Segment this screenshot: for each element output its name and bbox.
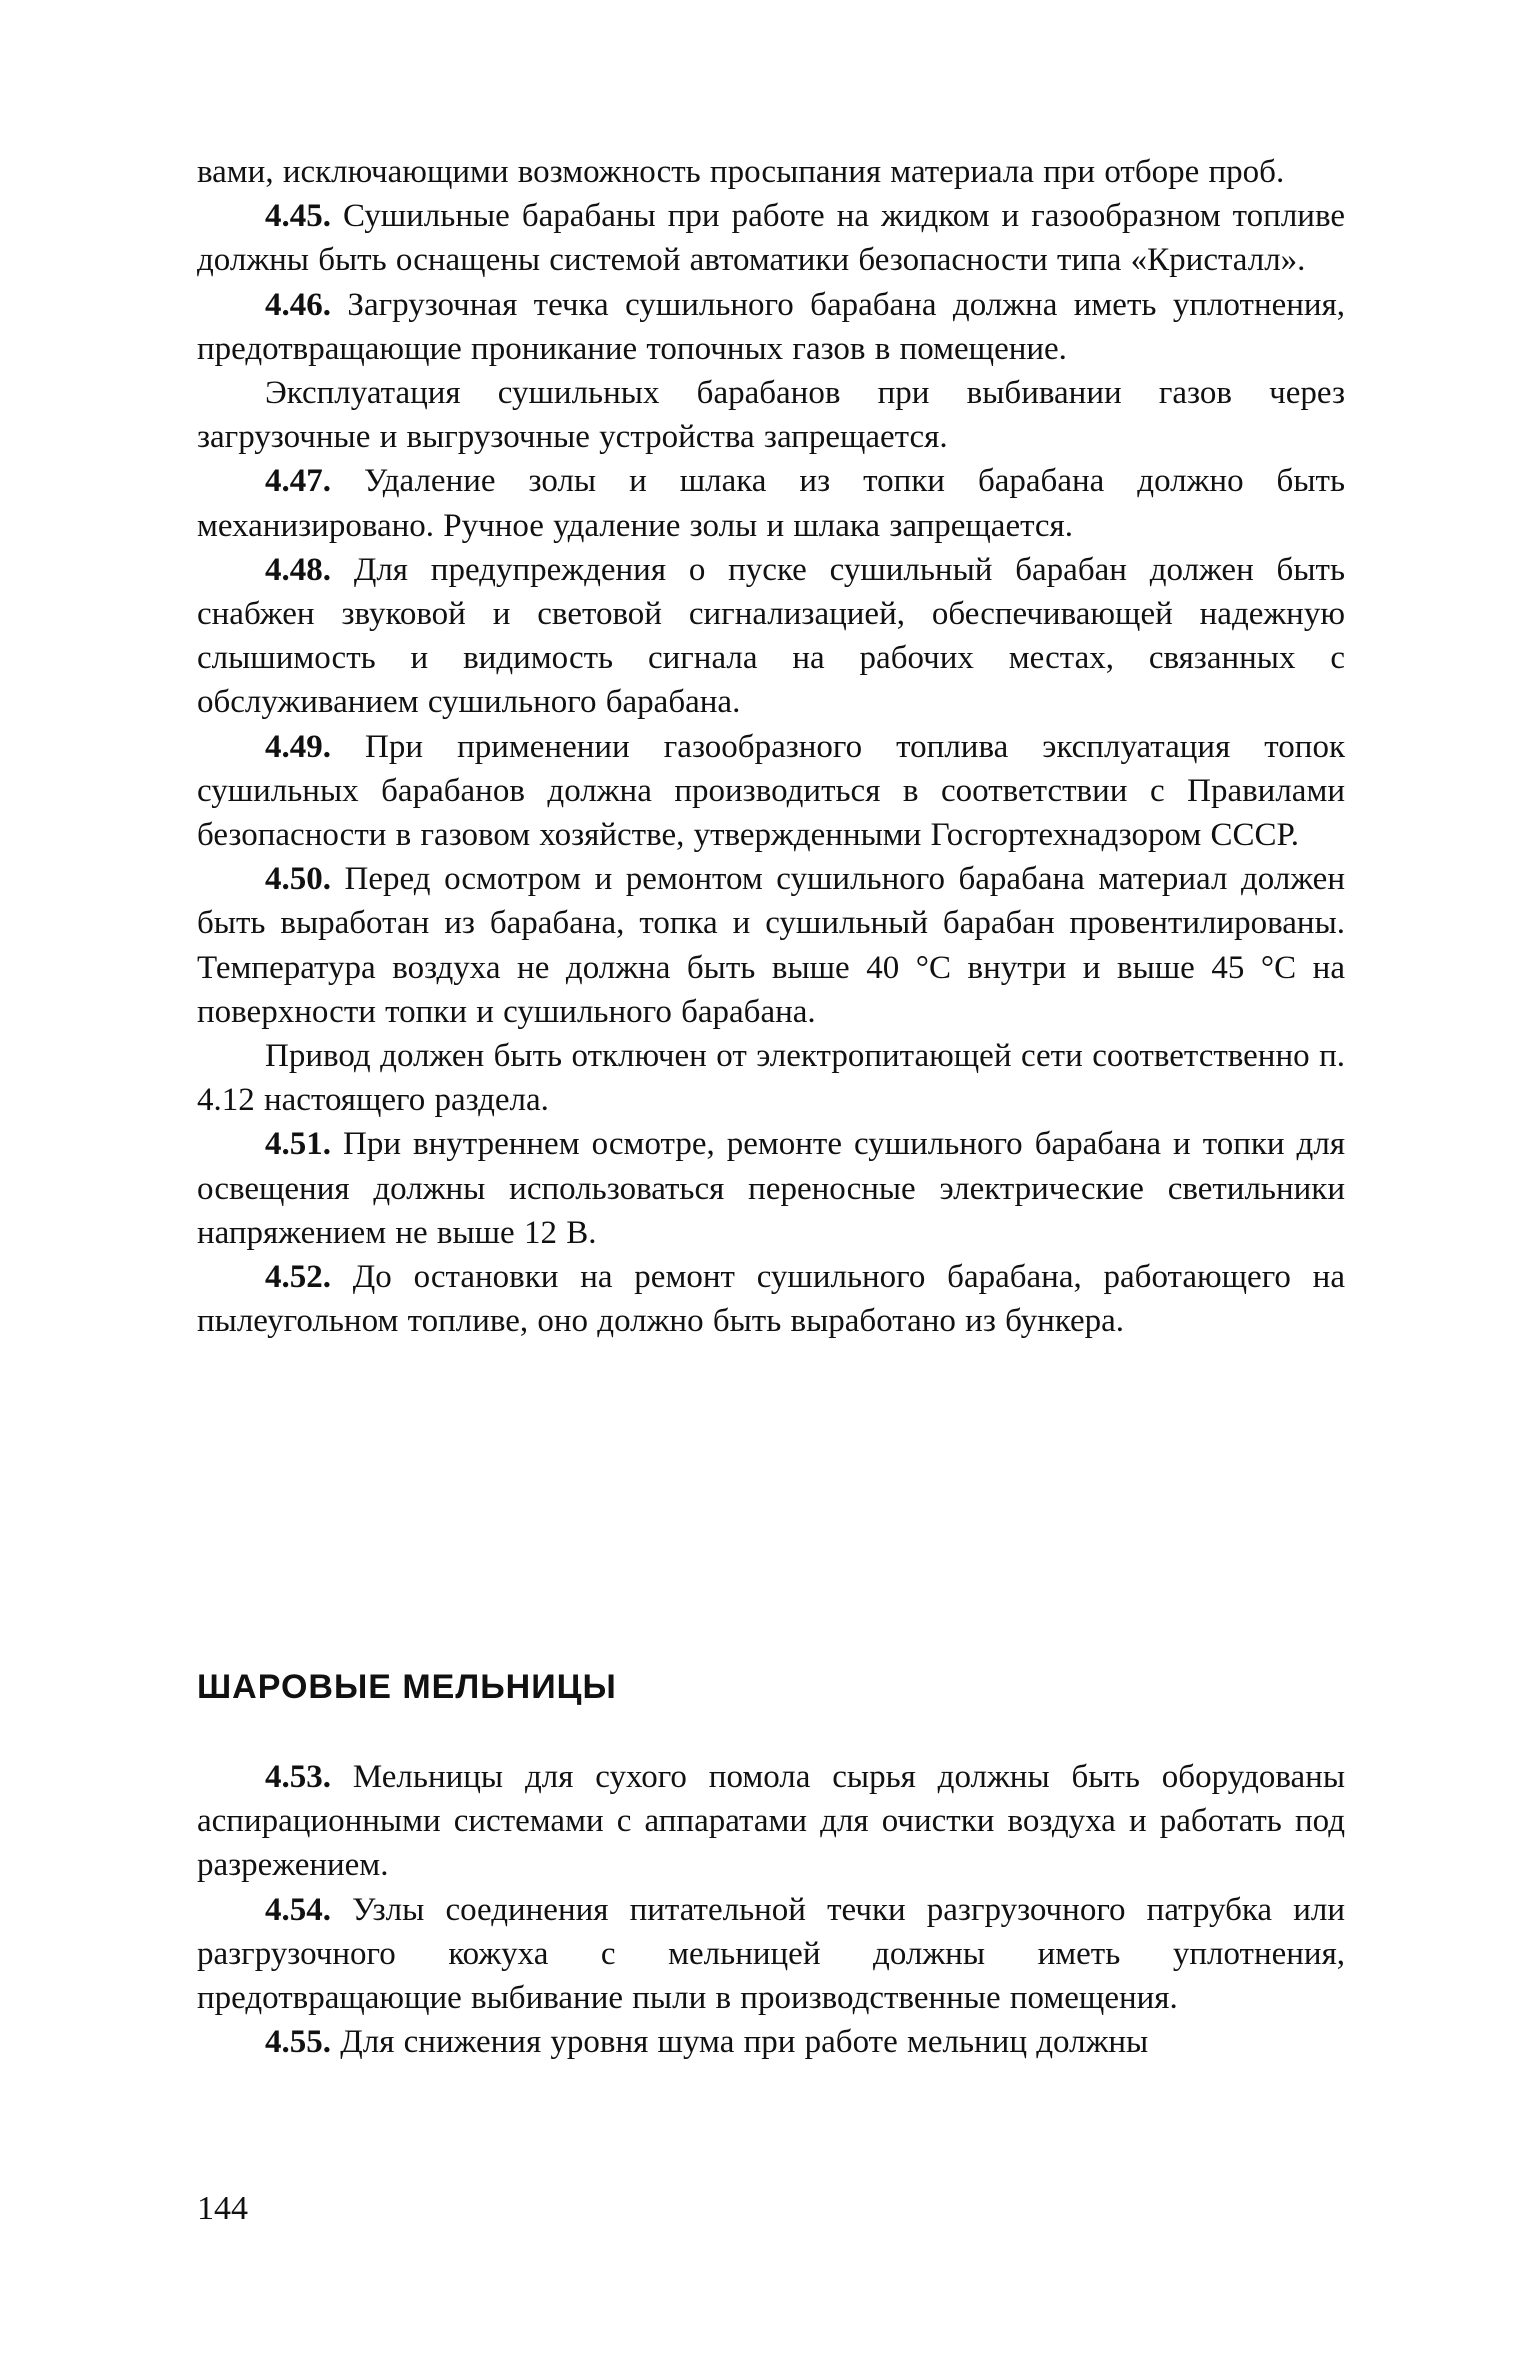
paragraph [197,1255,1345,1343]
paragraph [197,371,1345,459]
page-number: 144 [197,2190,248,2227]
paragraph-text: Для предупреждения о пуске сушильный барабан должен быть снабжен звуковой и световой сигнализацией, обеспечивающей надежную слышимость и видимость сигнала на рабочих местах, связанных с обслуживанием сушильного барабана. [197,551,1345,721]
clause-number: 4.50. [265,861,331,898]
paragraph-text: вами, исключающими возможность просыпания материала при отборе проб. [197,154,1285,190]
paragraph-text: Мельницы для сухого помола сырья должны быть оборудованы аспирационными системами с аппаратами для очистки воздуха и работать под разрежением. [197,1759,1345,1884]
paragraph-text: Сушильные барабаны при работе на жидком и газообразном топливе должны быть оснащены системой автоматики безопасности типа «Кристалл». [197,198,1345,279]
clause-number: 4.49. [265,728,331,765]
paragraph [197,1755,1345,1888]
clause-number: 4.45. [265,198,331,235]
clause-number: 4.51. [265,1126,331,1163]
clause-number: 4.52. [265,1259,331,1296]
paragraph [197,857,1345,1034]
paragraph-text: Привод должен быть отключен от электропитающей сети соответственно п. 4.12 настоящего раздела. [197,1038,1345,1119]
paragraph [197,2020,1345,2064]
paragraph-text: Эксплуатация сушильных барабанов при выбивании газов через загрузочные и выгрузочные устройства запрещается. [197,375,1345,456]
paragraph-text: При применении газообразного топлива эксплуатация топок сушильных барабанов должна производиться в соответствии с Правилами безопасности в газовом хозяйстве, утвержденными Госгортехнадзором СССР. [197,728,1345,854]
clause-number: 4.46. [265,286,331,323]
paragraph-text: Узлы соединения питательной течки разгрузочного патрубка или разгрузочного кожуха с мельницей должны иметь уплотнения, предотвращающие выбивание пыли в производственные помещения. [197,1891,1345,2017]
document-body-top [197,150,1345,1343]
paragraph [197,150,1345,194]
paragraph-text: Удаление золы и шлака из топки барабана должно быть механизировано. Ручное удаление золы и шлака запрещается. [197,463,1345,544]
clause-number: 4.48. [265,551,331,588]
clause-number: 4.47. [265,463,331,500]
clause-number: 4.54. [265,1891,331,1928]
paragraph-text: При внутреннем осмотре, ремонте сушильного барабана и топки для освещения должны использоваться переносные электрические светильники напряжением не выше 12 В. [197,1126,1345,1251]
paragraph [197,1122,1345,1255]
clause-number: 4.55. [265,2024,331,2061]
paragraph [197,283,1345,371]
paragraph [197,194,1345,282]
paragraph-text: Загрузочная течка сушильного барабана должна иметь уплотнения, предотвращающие проникание топочных газов в помещение. [197,286,1345,367]
clause-number: 4.53. [265,1759,331,1795]
paragraph [197,1034,1345,1122]
paragraph-text: Перед осмотром и ремонтом сушильного барабана материал должен быть выработан из барабана, топка и сушильный барабан провентилированы. Температура воздуха не должна быть выше 40 °С внутри и выше 45 °С на поверхности топки и сушильного барабана. [197,861,1345,1030]
paragraph [197,459,1345,547]
paragraph [197,1888,1345,2021]
section-heading: ШАРОВЫЕ МЕЛЬНИЦЫ [197,1668,617,1706]
paragraph [197,548,1345,725]
paragraph-text: Для снижения уровня шума при работе мельниц должны [331,2024,1149,2061]
paragraph [197,725,1345,858]
paragraph-text: До остановки на ремонт сушильного барабана, работающего на пылеугольном топливе, оно должно быть выработано из бункера. [197,1259,1345,1340]
document-body-bottom [197,1755,1345,2064]
